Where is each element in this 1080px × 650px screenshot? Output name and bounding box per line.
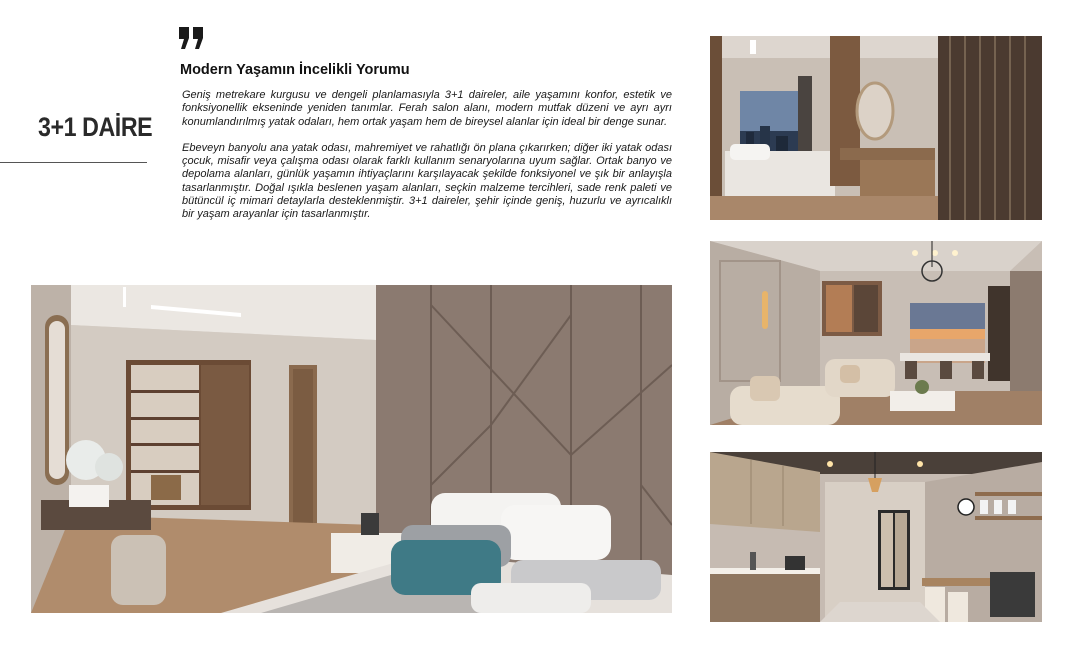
- paragraph-2: Ebeveyn banyolu ana yatak odası, mahremiyet ve rahatlığı ön plana çıkarırken; diğer iki yatak odası çocuk, misafir veya çalışma odası olarak farklı kullanım senaryolarına uyum sağlar. Ortak banyo ve depolama alanları, günlük yaşamın ihtiyaçlarını karşılayacak şekilde fonksiyonel ve şık bir anlayışla tasarlanmıştır. Doğal ışıkla beslenen yaşam alanları, seçkin malzeme tercihleri, sade renk paleti ve bütüncül iç mimari detaylarla desteklenmiştir. 3+1 daireler, şehir içinde geniş, huzurlu ve ayrıcalıklı bir yaşam arayanlar için tasarlanmıştır.: [182, 141, 672, 221]
- kitchen-photo: [710, 452, 1042, 622]
- quote-mark-icon: [178, 26, 206, 50]
- bedroom-main-photo: [31, 285, 672, 613]
- paragraph-1: Geniş metrekare kurgusu ve dengeli planlamasıyla 3+1 daireler, aile yaşamını konfor, estetik ve fonksiyonellik ekseninde yeniden tanımlar. Ferah salon alanı, modern mutfak düzeni ve ayrı ayrı konumlandırılmış yatak odaları, hem ortak yaşam hem de bireysel alanlar için ideal bir denge sunar.: [182, 89, 672, 128]
- description-text: [182, 89, 672, 235]
- bedroom-photo: [710, 36, 1042, 220]
- living-room-photo: [710, 241, 1042, 425]
- section-heading: Modern Yaşamın İncelikli Yorumu: [180, 62, 410, 78]
- unit-title: 3+1 DAİRE: [38, 112, 153, 142]
- title-divider: [0, 162, 147, 163]
